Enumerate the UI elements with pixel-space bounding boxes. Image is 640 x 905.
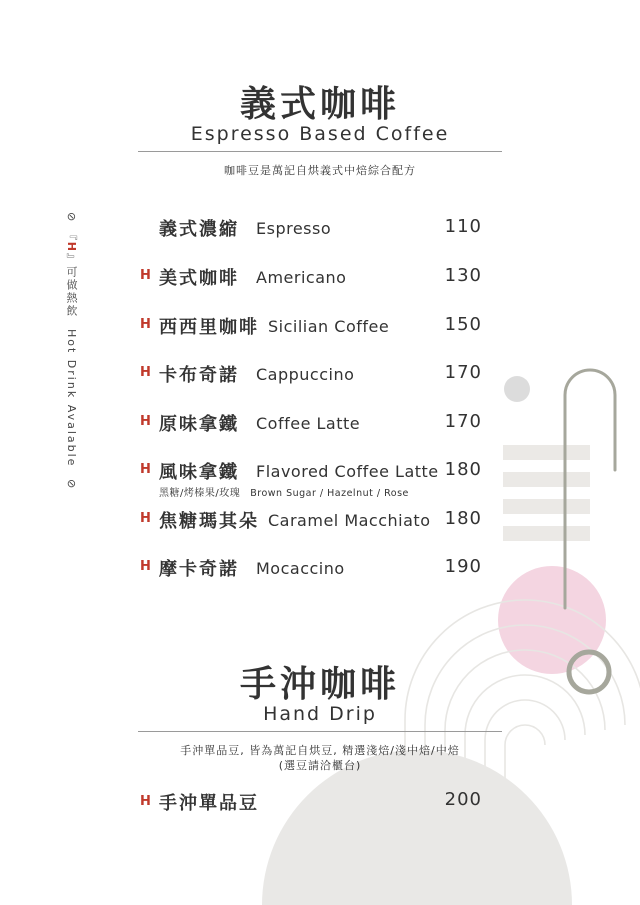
hot-mark: H: [140, 414, 151, 429]
item-name-zh: 風味拿鐵: [159, 462, 239, 483]
section-title-handdrip-zh: 手沖咖啡: [239, 664, 400, 705]
stripe: [503, 499, 590, 514]
espresso-note: 咖啡豆是萬記自烘義式中焙綜合配方: [224, 164, 416, 177]
legend-text-en: Hot Drink Avalable: [65, 329, 78, 468]
stripe: [503, 472, 590, 487]
item-price: 130: [444, 265, 482, 286]
legend-quote-close: 』: [65, 252, 78, 266]
item-name-zh: 焦糖瑪其朵: [159, 511, 259, 532]
coffee-bean-icon: ⊘: [65, 212, 78, 224]
hot-mark: H: [140, 462, 151, 477]
divider: [138, 151, 502, 152]
coffee-bean-icon: ⊘: [65, 479, 78, 491]
flavor-options-zh: 黑糖/烤榛果/玫瑰: [159, 488, 241, 499]
item-name-zh: 摩卡奇諾: [159, 559, 239, 580]
section-title-espresso-zh: 義式咖啡: [239, 84, 400, 125]
item-name-en: Coffee Latte: [256, 414, 361, 433]
item-price: 110: [444, 216, 482, 237]
hot-mark: H: [140, 511, 151, 526]
section-title-espresso-en: Espresso Based Coffee: [190, 123, 450, 145]
item-price: 170: [444, 362, 482, 383]
item-price: 190: [444, 556, 482, 577]
bottom-half-circle: [262, 750, 572, 905]
gray-dot: [504, 376, 530, 402]
item-name-zh: 美式咖啡: [159, 268, 239, 289]
item-name-en: Cappuccino: [256, 365, 355, 384]
flavor-options: [159, 484, 409, 499]
hot-mark: H: [140, 365, 151, 380]
item-name-zh: 西西里咖啡: [159, 317, 259, 338]
legend-text-zh: 可做熱飲: [65, 265, 78, 318]
item-price: 180: [444, 508, 482, 529]
hot-mark: H: [140, 559, 151, 574]
hot-mark: H: [140, 268, 151, 283]
item-name-zh: 義式濃縮: [159, 219, 239, 240]
item-price: 200: [444, 789, 482, 810]
hot-mark: H: [140, 317, 151, 332]
divider: [138, 731, 502, 732]
item-name-en: Espresso: [256, 219, 332, 238]
hot-drink-legend: [53, 212, 79, 491]
stripe: [503, 445, 590, 460]
flavor-options-en: Brown Sugar / Hazelnut / Rose: [250, 488, 409, 499]
legend-h-mark: H: [65, 241, 78, 253]
item-name-en: Flavored Coffee Latte: [256, 462, 439, 481]
handdrip-note-line2: (選豆請洽櫃台): [278, 759, 362, 772]
legend-quote-open: 『: [65, 228, 78, 242]
item-name-zh: 原味拿鐵: [159, 414, 239, 435]
handdrip-note-line1: 手沖單品豆, 皆為萬記自烘豆, 精選淺焙/淺中焙/中焙: [180, 744, 460, 757]
item-name-en: Sicilian Coffee: [268, 317, 390, 336]
item-name-en: Americano: [256, 268, 347, 287]
item-price: 180: [444, 459, 482, 480]
item-price: 170: [444, 411, 482, 432]
item-name-en: Caramel Macchiato: [268, 511, 431, 530]
stripe: [503, 526, 590, 541]
item-name-zh: 卡布奇諾: [159, 365, 239, 386]
item-price: 150: [444, 314, 482, 335]
item-name-zh: 手沖單品豆: [159, 793, 259, 814]
section-title-handdrip-en: Hand Drip: [263, 703, 377, 725]
hot-mark: H: [140, 794, 151, 809]
item-name-en: Mocaccino: [256, 559, 345, 578]
